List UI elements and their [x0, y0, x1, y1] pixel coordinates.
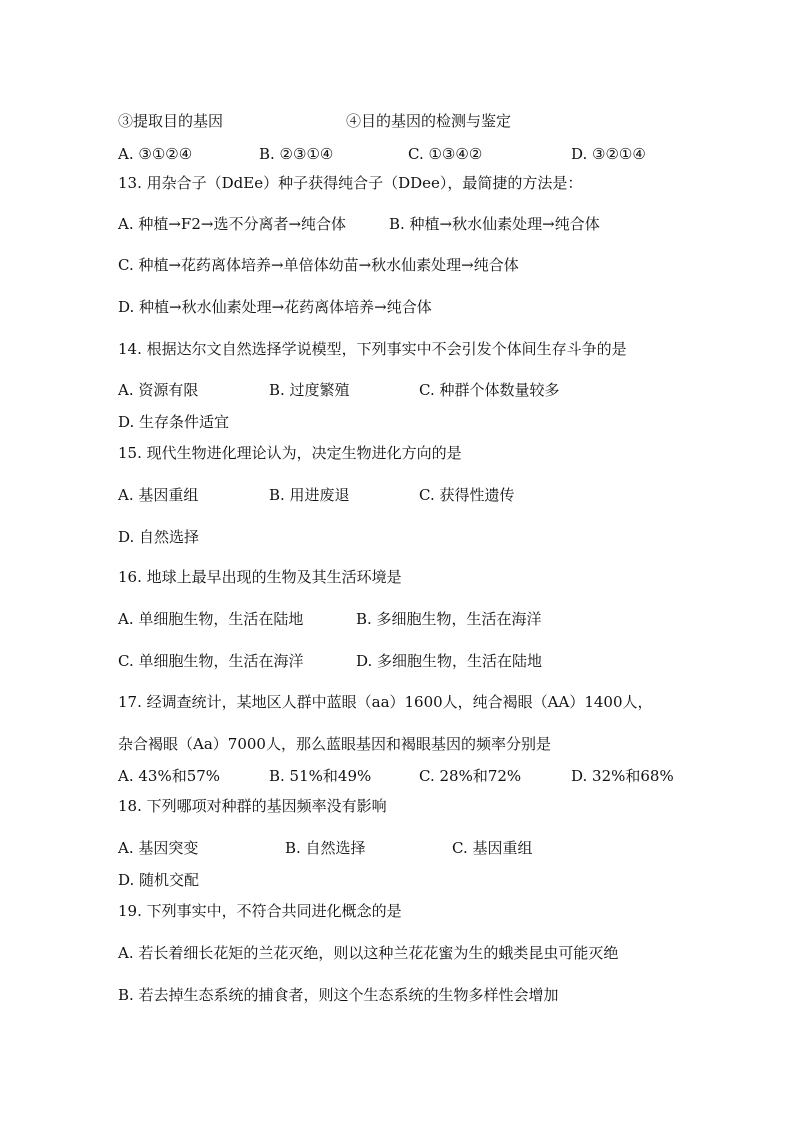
q13-option-d: D. 种植→秋水仙素处理→花药离体培养→纯合体: [118, 298, 432, 316]
option-b: B. 51%和49%: [269, 767, 372, 785]
option-c: C. 基因重组: [452, 839, 533, 857]
option-c: C. 种群个体数量较多: [419, 381, 560, 399]
option-c: C. 28%和72%: [419, 767, 522, 785]
option-b: B. 用进废退: [269, 486, 350, 504]
option-b: B. ②③①④: [259, 145, 334, 163]
option-c: C. ①③④②: [408, 145, 483, 163]
q16-option-c: C. 单细胞生物，生活在海洋: [118, 652, 304, 670]
q16-option-a: A. 单细胞生物，生活在陆地: [118, 610, 304, 628]
option-a: A. 基因突变: [118, 839, 199, 857]
option-a: A. 资源有限: [118, 381, 199, 399]
option-a: A. 43%和57%: [118, 767, 221, 785]
q12-item-3: ③提取目的基因: [118, 112, 224, 130]
question-17-continued: 杂合褐眼（Aa）7000人，那么蓝眼基因和褐眼基因的频率分别是: [118, 735, 551, 753]
option-c: C. 获得性遗传: [419, 486, 515, 504]
q13-option-a: A. 种植→F2→选不分离者→纯合体: [118, 215, 347, 233]
option-d: D. ③②①④: [571, 145, 646, 163]
q18-option-d: D. 随机交配: [118, 871, 200, 889]
option-b: B. 自然选择: [285, 839, 366, 857]
option-d: D. 32%和68%: [571, 767, 674, 785]
q16-option-d: D. 多细胞生物，生活在陆地: [356, 652, 543, 670]
question-19: 19. 下列事实中，不符合共同进化概念的是: [118, 902, 402, 920]
q14-option-d: D. 生存条件适宜: [118, 413, 230, 431]
option-a: A. ③①②④: [118, 145, 193, 163]
q13-option-b: B. 种植→秋水仙素处理→纯合体: [389, 215, 600, 233]
q13-option-c: C. 种植→花药离体培养→单倍体幼苗→秋水仙素处理→纯合体: [118, 256, 519, 274]
question-13: 13. 用杂合子（DdEe）种子获得纯合子（DDee），最简捷的方法是：: [118, 174, 583, 192]
q19-option-a: A. 若长着细长花矩的兰花灭绝，则以这种兰花花蜜为生的蛾类昆虫可能灭绝: [118, 944, 619, 962]
q16-option-b: B. 多细胞生物，生活在海洋: [356, 610, 542, 628]
q19-option-b: B. 若去掉生态系统的捕食者，则这个生态系统的生物多样性会增加: [118, 986, 559, 1004]
question-17: 17. 经调查统计，某地区人群中蓝眼（aa）1600人，纯合褐眼（AA）1400人，: [118, 693, 653, 711]
q15-option-d: D. 自然选择: [118, 528, 200, 546]
option-b: B. 过度繁殖: [269, 381, 350, 399]
question-16: 16. 地球上最早出现的生物及其生活环境是: [118, 568, 402, 586]
option-a: A. 基因重组: [118, 486, 199, 504]
question-14: 14. 根据达尔文自然选择学说模型，下列事实中不会引发个体间生存斗争的是: [118, 340, 627, 358]
question-18: 18. 下列哪项对种群的基因频率没有影响: [118, 797, 387, 815]
q12-item-4: ④目的基因的检测与鉴定: [346, 112, 512, 130]
question-15: 15. 现代生物进化理论认为，决定生物进化方向的是: [118, 444, 462, 462]
